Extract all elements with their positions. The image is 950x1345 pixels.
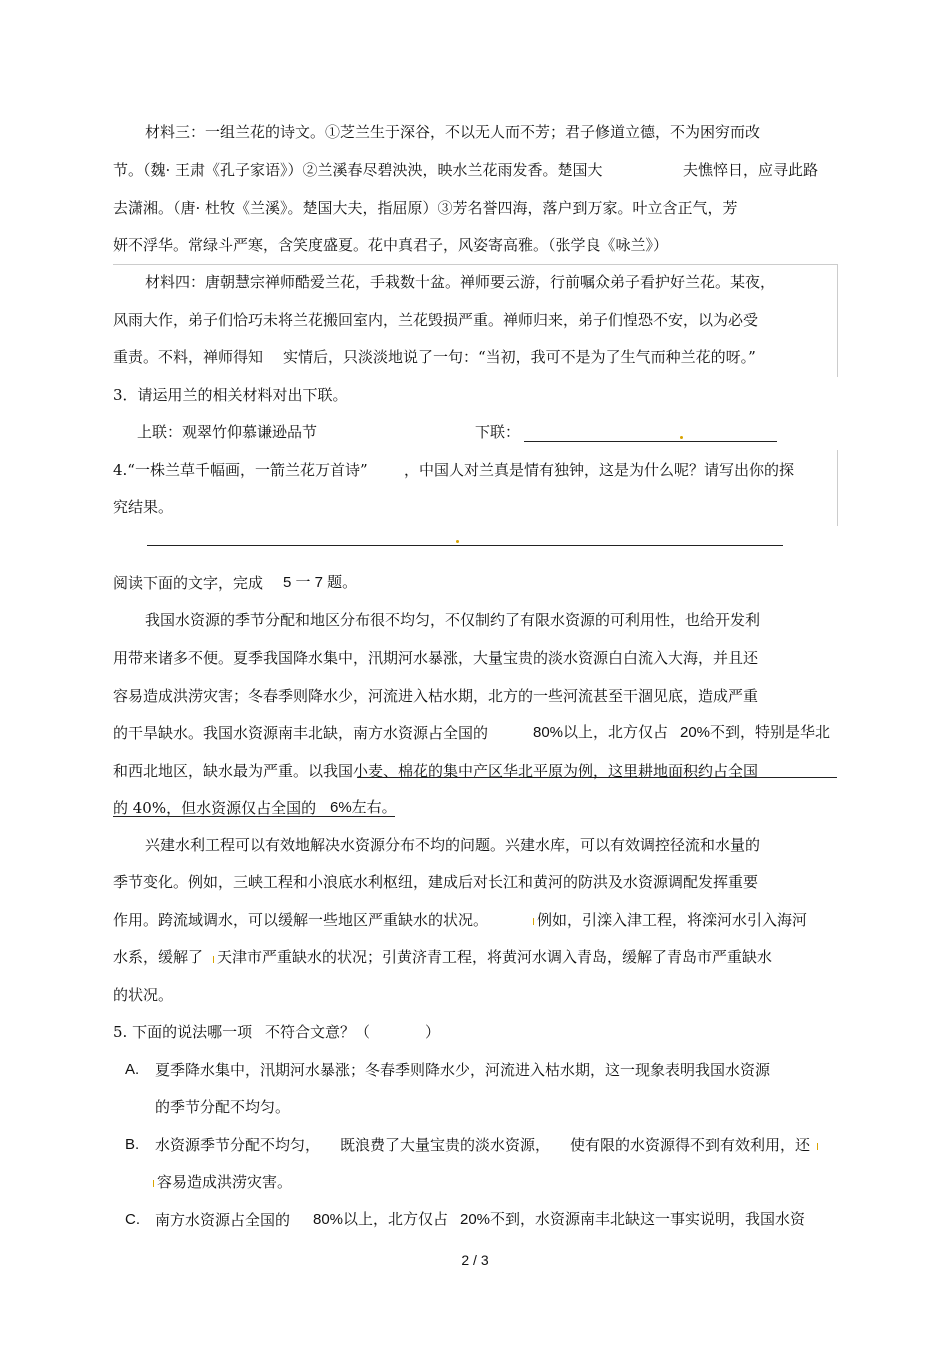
q4-line1-end: ，中国人对兰真是情有独钟，这是为什么呢？请写出你的探 xyxy=(404,461,795,479)
q5-option-b-line1-end: 使有限的水资源得不到有效利用，还 xyxy=(570,1136,811,1154)
p2-line4-end: 天津市严重缺水的状况；引黄济青工程，将黄河水调入青岛，缓解了青岛市严重缺水 xyxy=(217,948,773,966)
underline-p1-line6 xyxy=(113,816,395,817)
mark-tick xyxy=(153,1180,154,1187)
page-number: 2 / 3 xyxy=(461,1252,489,1268)
box-top-border xyxy=(113,264,837,265)
q5-option-a-line2: 的季节分配不均匀。 xyxy=(155,1098,291,1116)
p2-line5: 的状况。 xyxy=(113,986,174,1004)
p1-line4-mid: 80%以上，北方仅占 xyxy=(533,724,669,741)
p1-line4: 的干旱缺水。我国水资源南丰北缺，南方水资源占全国的 xyxy=(113,724,489,742)
mark-dot xyxy=(456,540,459,543)
reading-intro: 阅读下面的文字，完成 xyxy=(113,574,264,592)
material4-line1: 材料四：唐朝慧宗禅师酷爱兰花，手栽数十盆。禅师要云游，行前嘱众弟子看护好兰花。某夜， xyxy=(145,273,776,291)
p2-line3: 作用。跨流域调水，可以缓解一些地区严重缺水的状况。 xyxy=(113,911,489,929)
p1-line2: 用带来诸多不便。夏季我国降水集中，汛期河水暴涨，大量宝贵的淡水资源白白流入大海，并且还 xyxy=(113,649,759,667)
material3-line4: 妍不浮华。常绿斗严寒，含笑度盛夏。花中真君子，风姿寄高雅。（张学良《咏兰》） xyxy=(113,236,669,254)
q5-option-b-line1-mid: 既浪费了大量宝贵的淡水资源， xyxy=(340,1136,551,1154)
q3-lower-label: 下联： xyxy=(475,423,521,441)
q5-option-a-line1: 夏季降水集中，汛期河水暴涨；冬春季则降水少，河流进入枯水期，这一现象表明我国水资源 xyxy=(155,1061,771,1079)
q4-answer-line[interactable] xyxy=(147,545,783,546)
p1-line6-end: 6%左右。 xyxy=(330,799,397,816)
material4-line2: 风雨大作，弟子们恰巧未将兰花搬回室内，兰花毁损严重。禅师归来，弟子们惶恐不安，以为必受 xyxy=(113,311,759,329)
p1-line6: 的 40%，但水资源仅占全国的 xyxy=(113,799,317,817)
q5-stem-mid: 不符合文意？（ xyxy=(265,1023,371,1041)
q5-option-c-label[interactable]: C. xyxy=(125,1211,140,1228)
mark-tick xyxy=(533,918,534,925)
p2-line1: 兴建水利工程可以有效地解决水资源分布不均的问题。兴建水库，可以有效调控径流和水量的 xyxy=(145,836,761,854)
p1-line5: 和西北地区，缺水最为严重。以我国小麦、棉花的集中产区华北平原为例，这里耕地面积约占全国 xyxy=(113,762,759,780)
material3-line3: 去潇湘。（唐· 杜牧《兰溪》。楚国大夫，指屈原）③芳名誉四海，落户到万家。叶立含正气，芳 xyxy=(113,199,738,217)
q3-answer-line[interactable] xyxy=(524,441,777,442)
q5-stem: 5. 下面的说法哪一项 xyxy=(113,1023,253,1041)
q4-line1: 4.“一株兰草千幅画，一箭兰花万首诗” xyxy=(113,461,368,479)
box-right-border-lower xyxy=(837,450,838,526)
underline-p1 xyxy=(357,777,837,778)
material3-line1: 材料三：一组兰花的诗文。①芝兰生于深谷，不以无人而不芳；君子修道立德，不为困穷而改 xyxy=(145,123,761,141)
p2-line2: 季节变化。例如，三峡工程和小浪底水利枢纽，建成后对长江和黄河的防洪及水资源调配发挥重要 xyxy=(113,873,759,891)
mark-tick xyxy=(213,956,214,963)
q5-option-b-line2: 容易造成洪涝灾害。 xyxy=(157,1173,293,1191)
p1-line3: 容易造成洪涝灾害；冬春季则降水少，河流进入枯水期，北方的一些河流甚至干涸见底，造成严重 xyxy=(113,687,759,705)
q4-line2: 究结果。 xyxy=(113,498,174,516)
q5-option-a-label[interactable]: A. xyxy=(125,1061,140,1078)
p1-line4-end: 20%不到，特别是华北 xyxy=(680,724,831,741)
q3-upper-couplet: 上联：观翠竹仰慕谦逊品节 xyxy=(137,423,318,441)
mark-dot xyxy=(680,436,683,439)
material3-line2: 节。（魏· 王肃《孔子家语》）②兰溪春尽碧泱泱，映水兰花雨发香。楚国大 xyxy=(113,161,603,179)
material4-line3-end: 实情后，只淡淡地说了一句：“当初，我可不是为了生气而种兰花的呀。” xyxy=(283,348,756,366)
q5-option-c-line1-end: 20%不到，水资源南丰北缺这一事实说明，我国水资 xyxy=(460,1211,806,1228)
reading-intro-range: 5 一 7 题。 xyxy=(283,574,358,591)
material4-line3: 重责。不料，禅师得知 xyxy=(113,348,264,366)
p2-line4: 水系，缓解了 xyxy=(113,948,204,966)
mark-tick xyxy=(817,1143,818,1150)
q5-option-c-line1-mid: 80%以上，北方仅占 xyxy=(313,1211,449,1228)
p1-line1: 我国水资源的季节分配和地区分布很不均匀，不仅制约了有限水资源的可利用性，也给开发利 xyxy=(145,611,761,629)
box-right-border xyxy=(837,264,838,377)
q5-stem-end: ） xyxy=(425,1023,441,1041)
q5-option-c-line1: 南方水资源占全国的 xyxy=(155,1211,291,1229)
q3-stem: 3．请运用兰的相关材料对出下联。 xyxy=(113,386,348,404)
p2-line3-end: 例如，引滦入津工程，将滦河水引入海河 xyxy=(537,911,808,929)
material3-line2-end: 夫憔悴日，应寻此路 xyxy=(683,161,819,179)
q5-option-b-label[interactable]: B. xyxy=(125,1136,140,1153)
q5-option-b-line1: 水资源季节分配不均匀， xyxy=(155,1136,321,1154)
